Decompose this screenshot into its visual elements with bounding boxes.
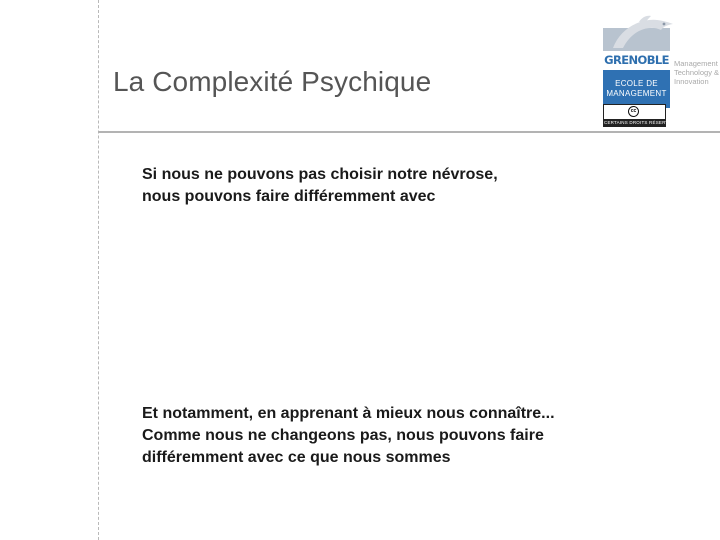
logo-wordmark: GRENOBLE xyxy=(604,53,669,67)
vertical-guide-line xyxy=(98,0,99,540)
text-line: nous pouvons faire différemment avec xyxy=(142,188,436,205)
logo-tagline-line: Innovation xyxy=(674,77,709,86)
text-block-1 xyxy=(142,164,498,208)
text-line: Et notamment, en apprenant à mieux nous connaître... xyxy=(142,405,555,422)
creative-commons-icon xyxy=(603,104,676,127)
text-line: Si nous ne pouvons pas choisir notre névrose, xyxy=(142,166,498,183)
slide-title: La Complexité Psychique xyxy=(113,66,432,97)
text-line: Comme nous ne changeons pas, nous pouvons faire xyxy=(142,427,544,444)
logo-tagline-line: Technology & xyxy=(674,68,720,77)
logo-school-name xyxy=(603,70,670,108)
text-line: différemment avec ce que nous sommes xyxy=(142,449,451,466)
dolphin-icon xyxy=(609,14,679,54)
logo-tagline-line: Management xyxy=(674,59,718,68)
text-block-2 xyxy=(142,403,555,469)
logo-tagline xyxy=(674,59,720,86)
cc-strip: CERTAINS DROITS RÉSERVÉS xyxy=(604,120,676,125)
logo-school-line: ECOLE DE xyxy=(615,79,658,88)
logo-school-line: MANAGEMENT xyxy=(606,89,667,98)
cc-circle: cc xyxy=(628,106,639,117)
